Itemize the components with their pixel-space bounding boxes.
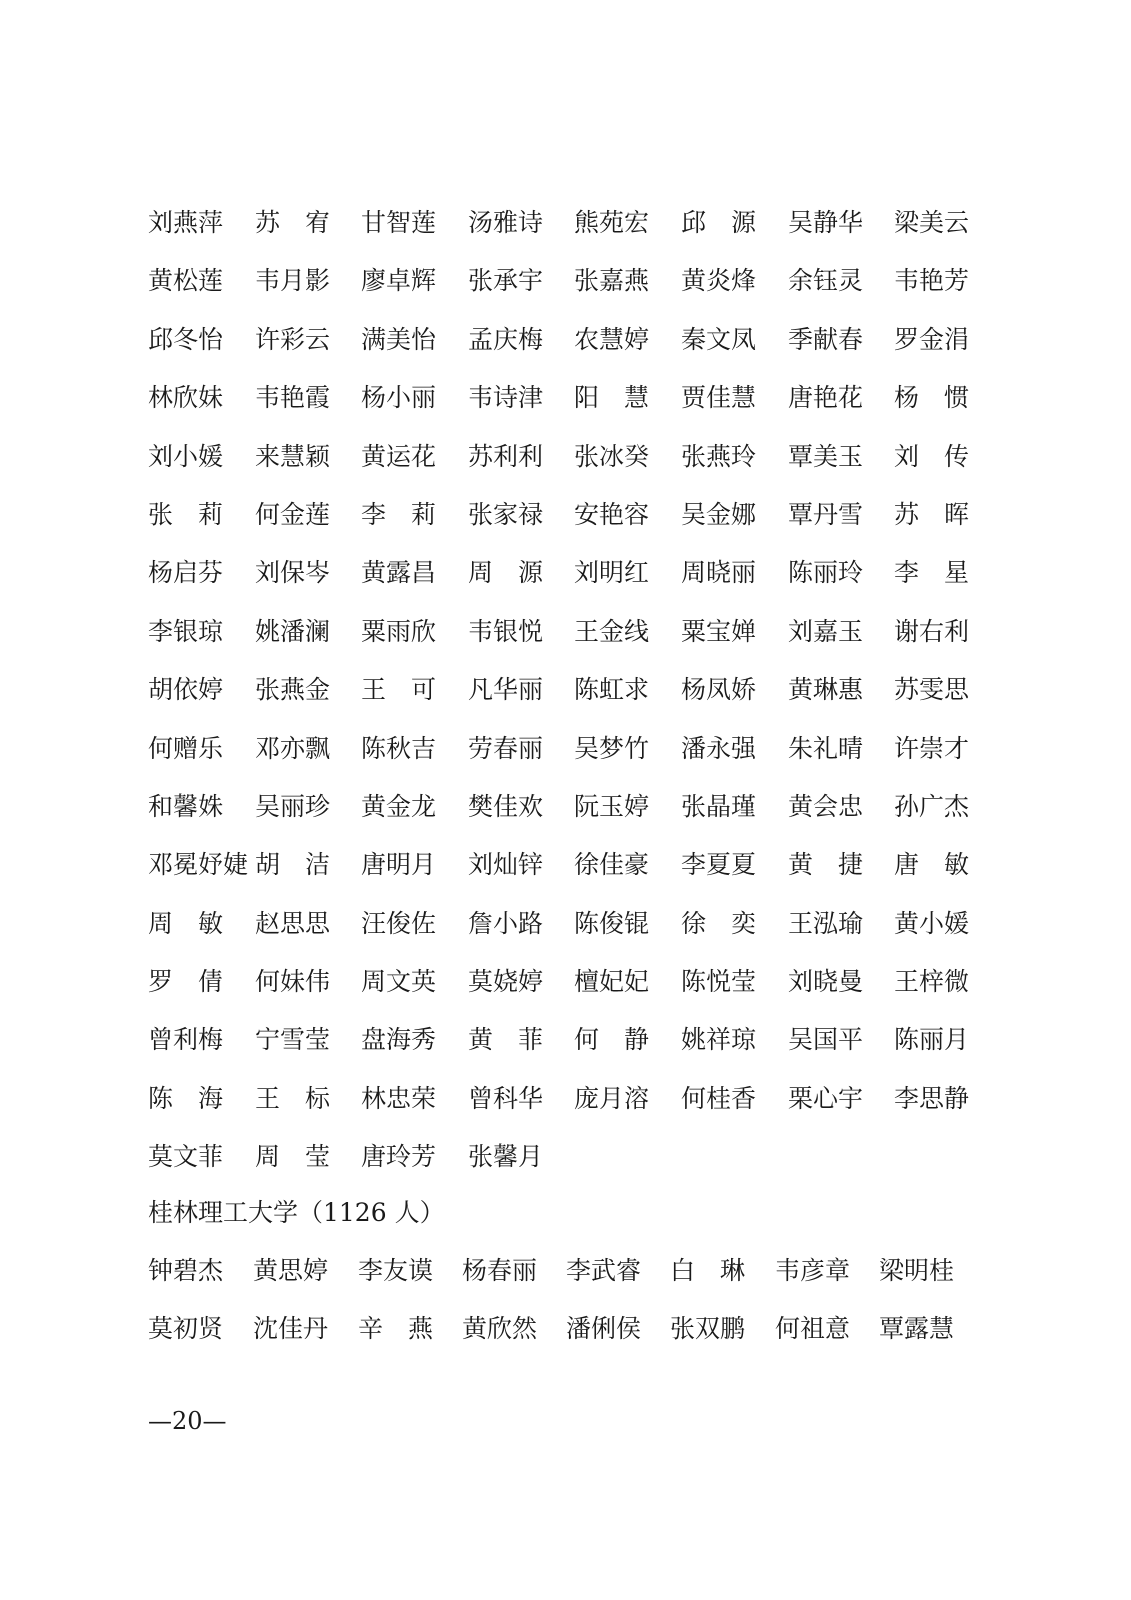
name-entry: 韦艳芳 xyxy=(894,266,970,296)
name-entry: 杨启芬 xyxy=(148,558,224,588)
name-entry: 陈秋吉 xyxy=(361,733,437,763)
name-entry: 黄琳惠 xyxy=(788,675,864,705)
name-row xyxy=(148,1025,978,1083)
name-entry: 林忠荣 xyxy=(361,1083,437,1113)
name-entry: 吴丽珍 xyxy=(255,791,331,821)
name-entry: 何祖意 xyxy=(775,1314,851,1344)
name-entry: 覃露慧 xyxy=(879,1314,955,1344)
name-entry: 吴梦竹 xyxy=(574,733,650,763)
name-entry: 徐佳豪 xyxy=(574,850,650,880)
name-entry: 胡 洁 xyxy=(255,850,331,880)
name-entry: 黄炎烽 xyxy=(681,266,757,296)
name-entry: 黄思婷 xyxy=(253,1256,329,1285)
name-entry: 黄 捷 xyxy=(788,850,864,880)
name-entry: 张馨月 xyxy=(468,1142,544,1172)
name-entry: 姚潘澜 xyxy=(255,616,331,646)
name-entry: 黄会忠 xyxy=(788,791,864,821)
name-entry: 农慧婷 xyxy=(574,324,650,354)
name-row xyxy=(148,266,978,324)
name-entry: 罗金涓 xyxy=(894,324,970,354)
name-entry: 陈 海 xyxy=(148,1083,224,1113)
name-entry: 满美怡 xyxy=(361,324,437,354)
name-entry: 来慧颖 xyxy=(255,441,331,471)
name-entry: 徐 奕 xyxy=(681,908,757,938)
name-entry: 邱 源 xyxy=(681,208,757,237)
name-entry: 梁美云 xyxy=(894,208,970,237)
name-entry: 刘嘉玉 xyxy=(788,616,864,646)
name-entry: 李 莉 xyxy=(361,499,437,529)
name-entry: 吴金娜 xyxy=(681,499,757,529)
name-entry: 苏利利 xyxy=(468,441,544,471)
name-entry: 莫文菲 xyxy=(148,1142,224,1172)
name-row xyxy=(148,850,978,908)
name-row xyxy=(148,1314,978,1372)
name-entry: 陈丽玲 xyxy=(788,558,864,588)
name-row xyxy=(148,383,978,441)
name-entry: 许崇才 xyxy=(894,733,970,763)
name-entry: 曾科华 xyxy=(468,1083,544,1113)
name-entry: 张燕金 xyxy=(255,675,331,705)
name-entry: 何妹伟 xyxy=(255,967,331,997)
name-entry: 韦艳霞 xyxy=(255,383,331,413)
name-entry: 邱冬怡 xyxy=(148,324,224,354)
name-entry: 张冰癸 xyxy=(574,441,650,471)
name-entry: 孟庆梅 xyxy=(468,324,544,354)
name-row xyxy=(148,1256,978,1314)
name-entry: 粟宝婵 xyxy=(681,616,757,646)
name-entry: 朱礼晴 xyxy=(788,733,864,763)
name-entry: 王 标 xyxy=(255,1083,331,1113)
name-entry: 熊苑宏 xyxy=(574,208,650,237)
name-entry: 张家禄 xyxy=(468,499,544,529)
name-entry: 汪俊佐 xyxy=(361,908,437,938)
name-entry: 杨春丽 xyxy=(462,1256,538,1285)
name-entry: 张燕玲 xyxy=(681,441,757,471)
name-entry: 李思静 xyxy=(894,1083,970,1113)
name-entry: 刘明红 xyxy=(574,558,650,588)
name-entry: 甘智莲 xyxy=(361,208,437,237)
name-entry: 黄欣然 xyxy=(462,1314,538,1344)
name-entry: 黄金龙 xyxy=(361,791,437,821)
name-entry: 姚祥琼 xyxy=(681,1025,757,1055)
name-row xyxy=(148,967,978,1025)
name-entry: 胡依婷 xyxy=(148,675,224,705)
name-list-bottom xyxy=(148,1256,978,1373)
name-entry: 黄松莲 xyxy=(148,266,224,296)
name-entry: 李武睿 xyxy=(566,1256,642,1285)
name-entry: 覃丹雪 xyxy=(788,499,864,529)
name-entry: 张嘉燕 xyxy=(574,266,650,296)
name-entry: 钟碧杰 xyxy=(148,1256,224,1285)
name-entry: 林欣妹 xyxy=(148,383,224,413)
name-entry: 梁明桂 xyxy=(879,1256,955,1285)
name-entry: 孙广杰 xyxy=(894,791,970,821)
name-entry: 唐艳花 xyxy=(788,383,864,413)
name-entry: 汤雅诗 xyxy=(468,208,544,237)
name-entry: 韦月影 xyxy=(255,266,331,296)
name-entry: 王泓瑜 xyxy=(788,908,864,938)
section-heading: 桂林理工大学（1126 人） xyxy=(148,1198,445,1227)
name-entry: 韦银悦 xyxy=(468,616,544,646)
name-entry: 樊佳欢 xyxy=(468,791,544,821)
name-row xyxy=(148,1142,978,1200)
name-entry: 杨凤娇 xyxy=(681,675,757,705)
name-entry: 赵思思 xyxy=(255,908,331,938)
name-entry: 余钰灵 xyxy=(788,266,864,296)
name-entry: 唐明月 xyxy=(361,850,437,880)
name-entry: 韦彦章 xyxy=(775,1256,851,1285)
name-entry: 何桂香 xyxy=(681,1083,757,1113)
name-entry: 王 可 xyxy=(361,675,437,705)
name-entry: 凡华丽 xyxy=(468,675,544,705)
name-entry: 陈悦莹 xyxy=(681,967,757,997)
name-entry: 阳 慧 xyxy=(574,383,650,413)
name-entry: 周晓丽 xyxy=(681,558,757,588)
name-entry: 贾佳慧 xyxy=(681,383,757,413)
name-entry: 沈佳丹 xyxy=(253,1314,329,1344)
name-entry: 韦诗津 xyxy=(468,383,544,413)
name-entry: 陈俊锟 xyxy=(574,908,650,938)
name-entry: 周文英 xyxy=(361,967,437,997)
name-entry: 李友谟 xyxy=(358,1256,434,1285)
name-entry: 谢右利 xyxy=(894,616,970,646)
name-entry: 杨小丽 xyxy=(361,383,437,413)
name-row xyxy=(148,1084,978,1142)
name-row xyxy=(148,734,978,792)
name-entry: 邓亦飘 xyxy=(255,733,331,763)
name-entry: 王梓微 xyxy=(894,967,970,997)
name-entry: 苏雯思 xyxy=(894,675,970,705)
name-row xyxy=(148,792,978,850)
name-entry: 唐 敏 xyxy=(894,850,970,880)
name-entry: 苏 晖 xyxy=(894,499,970,529)
name-entry: 白 琳 xyxy=(670,1256,746,1285)
name-entry: 莫娆婷 xyxy=(468,967,544,997)
name-row xyxy=(148,442,978,500)
name-entry: 栗心宇 xyxy=(788,1083,864,1113)
name-list-top xyxy=(148,208,978,1201)
page-number: —20— xyxy=(148,1407,227,1435)
name-entry: 潘永强 xyxy=(681,733,757,763)
name-entry: 詹小路 xyxy=(468,908,544,938)
name-entry: 何赠乐 xyxy=(148,733,224,763)
name-entry: 刘燕萍 xyxy=(148,208,224,237)
name-entry: 何 静 xyxy=(574,1025,650,1055)
name-entry: 劳春丽 xyxy=(468,733,544,763)
name-entry: 唐玲芳 xyxy=(361,1142,437,1172)
name-entry: 安艳容 xyxy=(574,499,650,529)
name-entry: 覃美玉 xyxy=(788,441,864,471)
name-entry: 黄运花 xyxy=(361,441,437,471)
name-entry: 黄小媛 xyxy=(894,908,970,938)
name-entry: 阮玉婷 xyxy=(574,791,650,821)
name-row xyxy=(148,208,978,266)
name-entry: 刘晓曼 xyxy=(788,967,864,997)
name-entry: 张承宇 xyxy=(468,266,544,296)
name-entry: 黄 菲 xyxy=(468,1025,544,1055)
name-row xyxy=(148,675,978,733)
name-entry: 盘海秀 xyxy=(361,1025,437,1055)
name-entry: 李夏夏 xyxy=(681,850,757,880)
name-entry: 周 敏 xyxy=(148,908,224,938)
name-entry: 宁雪莹 xyxy=(255,1025,331,1055)
name-entry: 李银琼 xyxy=(148,616,224,646)
name-row xyxy=(148,558,978,616)
name-entry: 王金线 xyxy=(574,616,650,646)
name-row xyxy=(148,500,978,558)
name-entry: 李 星 xyxy=(894,558,970,588)
name-entry: 刘灿锌 xyxy=(468,850,544,880)
name-entry: 季献春 xyxy=(788,324,864,354)
name-entry: 陈丽月 xyxy=(894,1025,970,1055)
name-entry: 杨 惯 xyxy=(894,383,970,413)
name-entry: 莫初贤 xyxy=(148,1314,224,1344)
name-entry: 吴国平 xyxy=(788,1025,864,1055)
name-entry: 张双鹏 xyxy=(670,1314,746,1344)
name-entry: 张晶瑾 xyxy=(681,791,757,821)
name-entry: 周 莹 xyxy=(255,1142,331,1172)
name-entry: 吴静华 xyxy=(788,208,864,237)
name-entry: 和馨姝 xyxy=(148,791,224,821)
name-entry: 黄露昌 xyxy=(361,558,437,588)
name-entry: 粟雨欣 xyxy=(361,616,437,646)
name-entry: 秦文凤 xyxy=(681,324,757,354)
name-entry: 许彩云 xyxy=(255,324,331,354)
name-entry: 檀妃妃 xyxy=(574,967,650,997)
name-row xyxy=(148,325,978,383)
name-entry: 刘小媛 xyxy=(148,441,224,471)
name-entry: 刘保岑 xyxy=(255,558,331,588)
name-entry: 何金莲 xyxy=(255,499,331,529)
name-entry: 张 莉 xyxy=(148,499,224,529)
name-entry: 曾利梅 xyxy=(148,1025,224,1055)
name-entry: 刘 传 xyxy=(894,441,970,471)
name-entry: 苏 宥 xyxy=(255,208,331,237)
name-entry: 邓冕妤婕 xyxy=(148,850,249,880)
name-entry: 陈虹求 xyxy=(574,675,650,705)
name-entry: 廖卓辉 xyxy=(361,266,437,296)
name-entry: 庞月溶 xyxy=(574,1083,650,1113)
name-row xyxy=(148,909,978,967)
name-entry: 辛 燕 xyxy=(358,1314,434,1344)
name-entry: 周 源 xyxy=(468,558,544,588)
name-entry: 潘俐侯 xyxy=(566,1314,642,1344)
name-entry: 罗 倩 xyxy=(148,967,224,997)
name-row xyxy=(148,617,978,675)
